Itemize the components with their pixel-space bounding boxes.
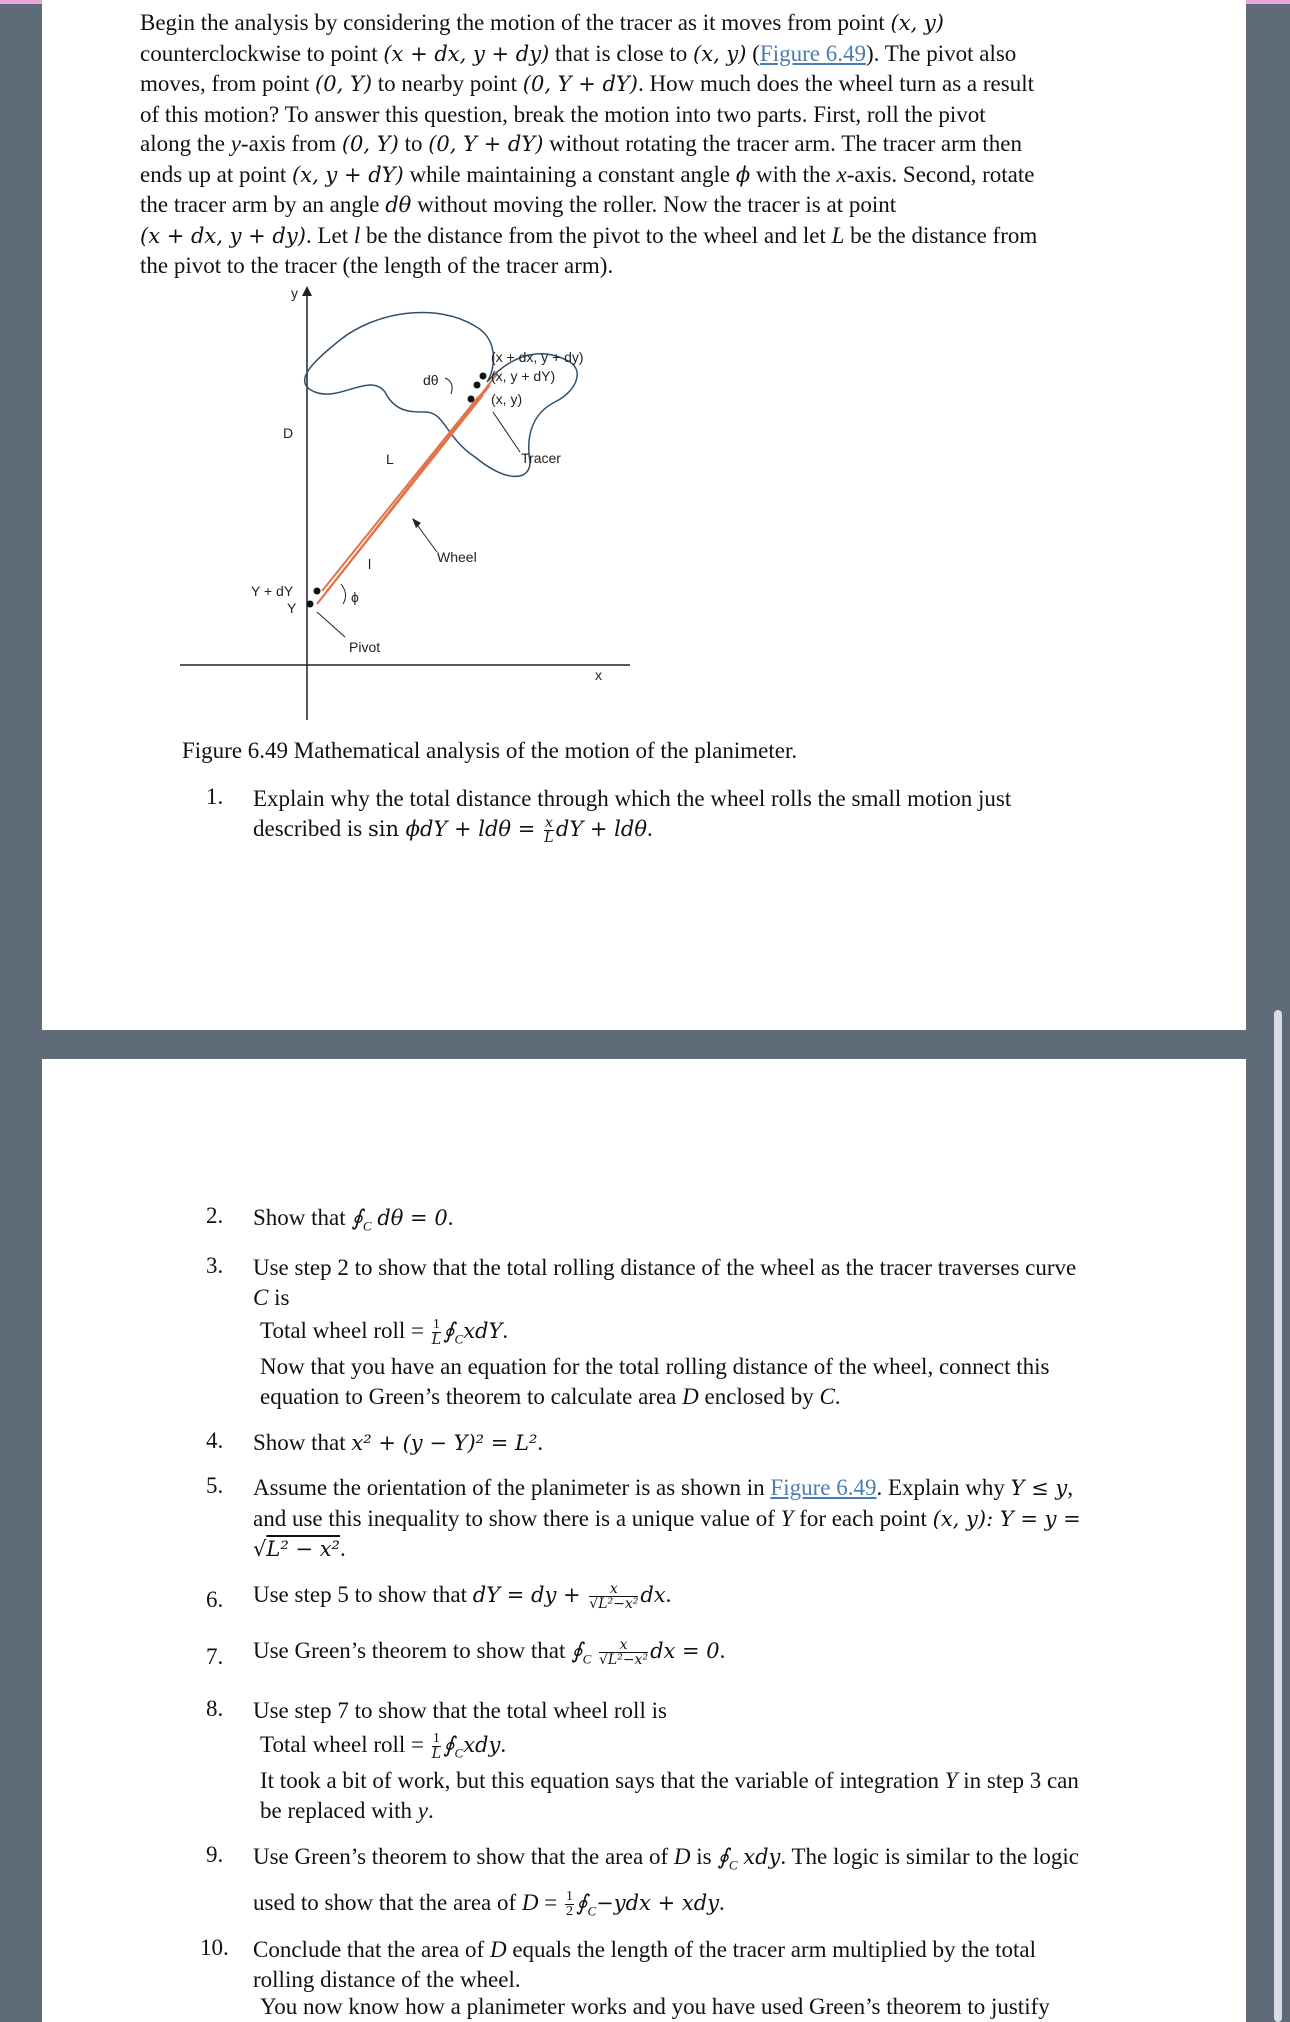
point-x-y-dY <box>474 382 481 389</box>
step-7-number: 7. <box>206 1644 224 1669</box>
step-6-text: Use step 5 to show that dY = dy + $\frac{x}{\text{√L²−x²}}$ dx. <box>253 1581 672 1613</box>
step-9-number: 9. <box>206 1842 224 1867</box>
step-2-number: 2. <box>206 1203 224 1228</box>
label-dtheta: dθ <box>423 372 439 388</box>
wheel-pointer-arrow-icon <box>412 518 421 528</box>
label-pivot: Pivot <box>349 639 381 655</box>
step-1-text: Explain why the total distance through which the wheel rolls the small motion just described is sin ϕdY + ldθ = $\frac{x}{L}$ dY + ldθ. <box>253 786 1012 846</box>
step-5-number: 5. <box>206 1473 224 1498</box>
tracer-pointer <box>493 412 520 452</box>
point-x-y <box>468 396 475 403</box>
label-Y: Y <box>287 600 297 616</box>
step-8-number: 8. <box>206 1696 224 1721</box>
x-axis-label: x <box>595 667 602 683</box>
step-3-equation: Total wheel roll = $\frac{1}{L}$ $∮_CxdY$. <box>260 1317 509 1349</box>
intro-paragraph: Begin the analysis by considering the motion of the tracer as it moves from point (x, y) counterclockwise to point (x + dx, y + dy) that is close to (x, y) (Figure 6.49). The pivot also moves, from point (0, Y) to nearby point (0, Y + dY). How much does the wheel turn as a result of this motion? To answer this question, break the motion into two parts. First, roll the pivot along the y-axis from (0, Y) to (0, Y + dY) without rotating the tracer arm. The tracer arm then ends up at point (x, y + dY) while maintaining a constant angle ϕ with the x-axis. Second, rotate the tracer arm by an angle dθ without moving the roller. Now the tracer is at point (x + dx, y + dy). Let l be the distance from the pivot to the wheel and let L be the distance from the pivot to the tracer (the length of the tracer arm). <box>140 10 1038 278</box>
label-wheel: Wheel <box>437 549 477 565</box>
dtheta-arc <box>445 378 452 394</box>
step-3-text: Use step 2 to show that the total rolling distance of the wheel as the tracer traverses curve C is <box>253 1255 1077 1310</box>
step-8-note: It took a bit of work, but this equation says that the variable of integration Y in step 3 can be replaced with y. <box>260 1768 1079 1823</box>
pivot-pointer <box>317 612 345 637</box>
phi-arc <box>341 584 346 604</box>
y-axis-arrow-icon <box>302 286 312 296</box>
planimeter-figure <box>175 282 635 722</box>
label-L: L <box>386 451 394 467</box>
label-l: l <box>368 556 372 572</box>
step-4-number: 4. <box>206 1428 224 1453</box>
step-6-number: 6. <box>206 1587 224 1612</box>
step-2-text: Show that $∮_C$ dθ = 0. <box>253 1205 454 1234</box>
step-5-text: Assume the orientation of the planimeter is as shown in Figure 6.49. Explain why Y ≤ y, and use this inequality to show there is a unique value of Y for each point (x, y): Y = y = √L² − x². <box>253 1475 1081 1561</box>
y-axis-label: y <box>291 285 298 301</box>
step-8-equation: Total wheel roll = $\frac{1}{L}$ $∮_Cxdy$. <box>260 1731 507 1763</box>
step-3-note: Now that you have an equation for the total rolling distance of the wheel, connect this equation to Green’s theorem to calculate area D enclosed by C. <box>260 1354 1050 1409</box>
step-10-note: You now know how a planimeter works and you have used Green’s theorem to justify <box>260 1994 1050 2019</box>
step-7-text: Use Green’s theorem to show that $∮_C$ $\frac{x}{\text{√L²−x²}}$ dx = 0. <box>253 1637 726 1669</box>
step-10-text: Conclude that the area of D equals the length of the tracer arm multiplied by the total rolling distance of the wheel. <box>253 1937 1037 1992</box>
wheel-pointer <box>415 522 437 552</box>
point-x-dx-y-dy <box>480 373 487 380</box>
step-10-number: 10. <box>200 1935 229 1960</box>
step-3-number: 3. <box>206 1253 224 1278</box>
label-Y-dY: Y + dY <box>251 583 294 599</box>
label-pt-mid: (x, y + dY) <box>491 368 556 384</box>
region-label-D: D <box>283 425 294 441</box>
point-Y <box>307 601 314 608</box>
step-1-number: 1. <box>206 784 224 809</box>
point-Y-dY <box>314 588 321 595</box>
step-4-text: Show that x² + (y − Y)² = L². <box>253 1430 544 1455</box>
label-tracer: Tracer <box>521 450 561 466</box>
figure-link-step-5[interactable]: Figure 6.49 <box>770 1475 877 1500</box>
figure-link[interactable]: Figure 6.49 <box>759 40 866 66</box>
label-pt-low: (x, y) <box>491 391 523 407</box>
scrollbar[interactable] <box>1274 1010 1282 2022</box>
label-pt-top: (x + dx, y + dy) <box>491 349 584 365</box>
step-8-text: Use step 7 to show that the total wheel roll is <box>253 1698 667 1723</box>
step-9-text: Use Green’s theorem to show that the area of D is $∮_C$ xdy. The logic is similar to the logic used to show that the area of D = $\frac{1}{2}$ $∮_C-ydx$ + xdy. <box>253 1844 1079 1920</box>
figure-caption: Figure 6.49 Mathematical analysis of the motion of the planimeter. <box>182 738 798 763</box>
label-phi: ϕ <box>351 589 359 605</box>
